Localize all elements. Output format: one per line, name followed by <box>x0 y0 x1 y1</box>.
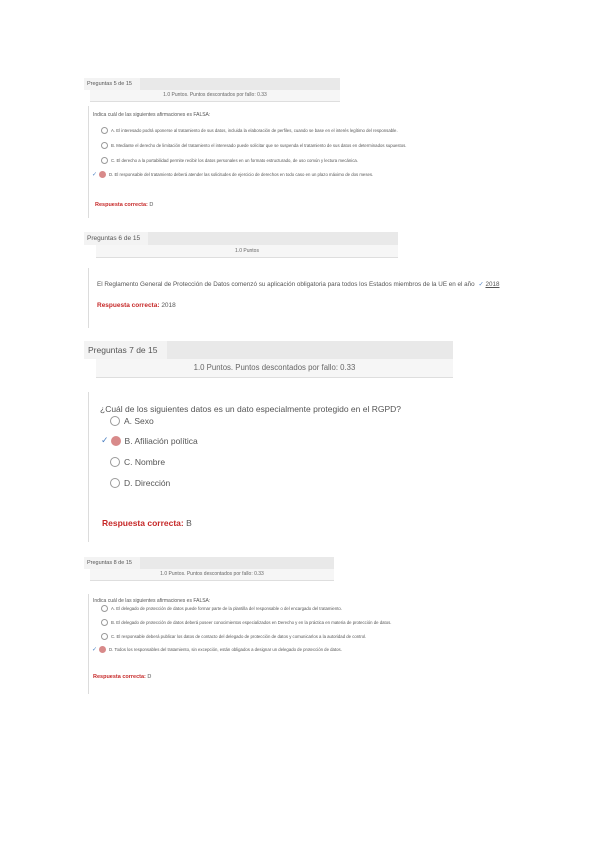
question-8-header <box>84 557 334 569</box>
question-7-body <box>88 392 454 542</box>
radio-icon[interactable] <box>101 127 108 134</box>
question-8-correct-answer: Respuesta correcta: D <box>93 674 152 680</box>
check-icon: ✓ <box>478 281 484 288</box>
q7-option-a[interactable] <box>110 416 154 426</box>
option-label: B. El delegado de protección de datos deberá poseer conocimientos especializados en Derecho y en la práctica en materia de protección de datos. <box>111 620 392 625</box>
q5-option-d[interactable] <box>92 171 519 178</box>
question-6-points: 1.0 Puntos <box>96 245 398 258</box>
radio-icon-selected[interactable] <box>111 436 121 446</box>
radio-icon[interactable] <box>101 633 108 640</box>
question-5-header <box>84 78 340 90</box>
radio-icon[interactable] <box>110 416 120 426</box>
question-6-response[interactable]: 2018 <box>485 281 500 288</box>
question-5-points: 1.0 Puntos. Puntos descontados por fallo: 0.33 <box>90 90 340 102</box>
check-icon: ✓ <box>101 435 109 445</box>
option-label: B. Afiliación política <box>124 435 198 446</box>
question-6-number: Preguntas 6 de 15 <box>84 232 148 245</box>
question-8-body <box>88 594 519 694</box>
question-7-header <box>84 341 453 359</box>
radio-icon[interactable] <box>101 157 108 164</box>
question-7-correct-answer: Respuesta correcta: B <box>102 518 192 528</box>
q7-option-d[interactable] <box>110 478 170 488</box>
question-8-points: 1.0 Puntos. Puntos descontados por fallo: 0.33 <box>90 569 334 581</box>
question-6-body <box>88 268 529 328</box>
q8-option-b[interactable] <box>101 619 519 626</box>
question-7-text: ¿Cuál de los siguientes datos es un dato especialmente protegido en el RGPD? <box>100 404 401 414</box>
option-label: C. Nombre <box>124 457 166 467</box>
option-label: A. El interesado podrá oponerse al tratamiento de sus datos, incluida la elaboración de perfiles, cuando se base en el interés legítimo del responsable. <box>111 128 398 133</box>
q8-option-a[interactable] <box>101 605 519 612</box>
option-label: D. Dirección <box>124 478 171 488</box>
radio-icon[interactable] <box>101 605 108 612</box>
radio-icon[interactable] <box>110 478 120 488</box>
question-6-correct-answer: Respuesta correcta: 2018 <box>97 302 176 309</box>
option-label: C. El responsable deberá publicar los datos de contacto del delegado de protección de datos y comunicarlos a la autoridad de control. <box>111 634 367 639</box>
radio-icon-selected[interactable] <box>99 171 106 178</box>
q5-option-c[interactable] <box>101 157 519 164</box>
question-8-text: Indica cuál de las siguientes afirmaciones es FALSA: <box>93 598 211 604</box>
question-8 <box>84 557 334 581</box>
question-5-text: Indica cuál de las siguientes afirmaciones es FALSA: <box>93 112 211 118</box>
question-5-number: Preguntas 5 de 15 <box>84 78 140 90</box>
question-7 <box>84 341 453 378</box>
radio-icon[interactable] <box>101 142 108 149</box>
q8-option-d[interactable] <box>92 646 519 653</box>
check-icon: ✓ <box>92 172 98 178</box>
question-7-number: Preguntas 7 de 15 <box>84 341 167 359</box>
q5-option-b[interactable] <box>101 142 519 149</box>
radio-icon[interactable] <box>110 457 120 467</box>
q5-option-a[interactable] <box>101 127 519 134</box>
question-5 <box>84 78 340 102</box>
option-label: A. El delegado de protección de datos puede formar parte de la plantilla del responsable o del encargado del tratamiento. <box>111 606 342 611</box>
question-6 <box>84 232 398 258</box>
question-8-number: Preguntas 8 de 15 <box>84 557 140 569</box>
question-5-body <box>88 106 519 218</box>
question-6-header <box>84 232 398 245</box>
check-icon: ✓ <box>92 647 98 653</box>
radio-icon[interactable] <box>101 619 108 626</box>
q8-option-c[interactable] <box>101 633 519 640</box>
option-label: A. Sexo <box>124 416 154 426</box>
question-7-points: 1.0 Puntos. Puntos descontados por fallo: 0.33 <box>96 359 453 378</box>
option-label: C. El derecho a la portabilidad permite recibir los datos personales en un formato estructurado, de uso común y lectura mecánica. <box>111 158 358 163</box>
q7-option-c[interactable] <box>110 457 165 467</box>
radio-icon-selected[interactable] <box>99 646 106 653</box>
option-label: D. El responsable del tratamiento deberá atender las solicitudes de ejercicio de derechos en todo caso en un plazo máximo de dos meses. <box>109 172 374 177</box>
question-6-text: El Reglamento General de Protección de Datos comenzó su aplicación obligatoria para todos los Estados miembros de la UE en el año ✓ 2018 <box>97 281 500 288</box>
question-5-correct-answer: Respuesta correcta: D <box>95 202 154 208</box>
option-label: D. Todos los responsables del tratamiento, sin excepción, están obligados a designar un delegado de protección de datos. <box>109 647 342 652</box>
q7-option-b[interactable] <box>101 435 198 446</box>
option-label: B. Mediante el derecho de limitación del tratamiento el interesado puede solicitar que se suspenda el tratamiento de sus datos en determinados supuestos. <box>111 143 407 148</box>
